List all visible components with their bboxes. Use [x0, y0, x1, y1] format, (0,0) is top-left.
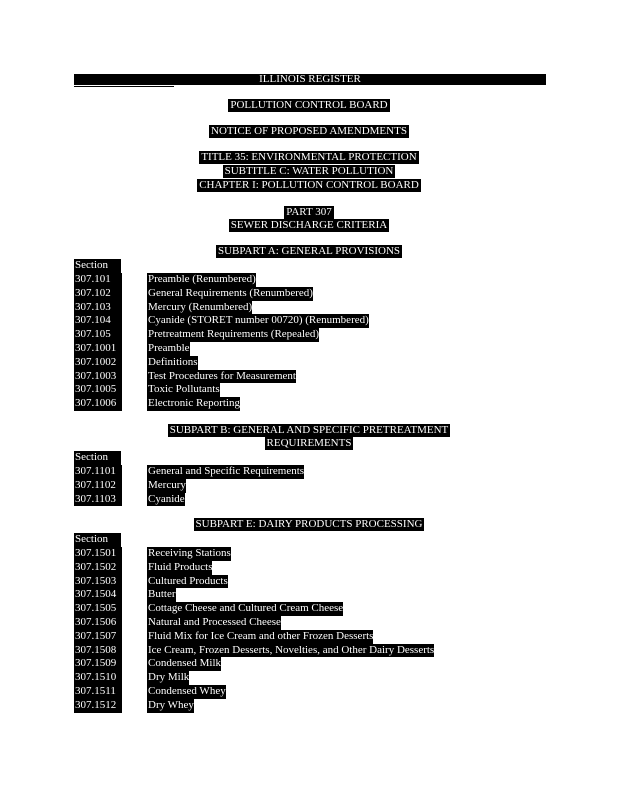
part-name-line [0, 219, 618, 232]
part-number-line [0, 206, 618, 219]
section-title: Electronic Reporting [148, 397, 240, 410]
section-title: Cultured Products [148, 574, 228, 587]
section-title: General Requirements (Renumbered) [148, 286, 313, 299]
section-number: 307.1512 [74, 699, 122, 713]
title-text: TITLE 35: ENVIRONMENTAL PROTECTION [201, 151, 417, 163]
subpart-b-heading-line-1 [0, 424, 618, 437]
section-number: 307.1005 [74, 383, 122, 397]
section-title: Preamble [148, 342, 190, 354]
subpart-e-heading: SUBPART E: DAIRY PRODUCTS PROCESSING [195, 518, 423, 530]
section-number: 307.103 [74, 301, 122, 315]
subpart-b-heading-2: REQUIREMENTS [266, 437, 352, 449]
section-number: 307.1510 [74, 671, 122, 685]
section-number: 307.1101 [74, 465, 122, 479]
section-title: Cottage Cheese and Cultured Cream Cheese [148, 602, 344, 615]
section-number: 307.1003 [74, 370, 122, 384]
section-number: 307.1502 [74, 561, 122, 575]
subpart-e-heading-line [0, 518, 618, 531]
section-number: 307.1506 [74, 616, 122, 630]
section-number: 307.1511 [74, 685, 122, 699]
section-number: 307.1102 [74, 479, 122, 493]
section-number: 307.1006 [74, 397, 122, 411]
title-line [0, 151, 618, 164]
register-header [74, 74, 546, 85]
section-title: Mercury (Renumbered) [148, 300, 253, 313]
part-name: SEWER DISCHARGE CRITERIA [230, 219, 388, 231]
section-title: Pretreatment Requirements (Repealed) [148, 328, 320, 341]
section-title: Butter [148, 588, 176, 601]
subtitle-text: SUBTITLE C: WATER POLLUTION [224, 165, 394, 177]
subtitle-line [0, 165, 618, 178]
section-number: 307.104 [74, 314, 122, 328]
subpart-b-heading-line-2 [0, 437, 618, 450]
section-title: General and Specific Requirements [148, 465, 305, 477]
section-title: Dry Milk [148, 671, 190, 684]
section-title: Definitions [148, 355, 198, 368]
section-number: 307.1503 [74, 575, 122, 589]
part-number: PART 307 [286, 206, 332, 218]
board-name: POLLUTION CONTROL BOARD [230, 99, 388, 111]
section-title: Toxic Pollutants [148, 383, 220, 396]
section-label: Section [74, 259, 121, 273]
header-underline [74, 86, 174, 87]
section-title: Fluid Mix for Ice Cream and other Frozen Desserts [148, 629, 374, 642]
section-number: 307.105 [74, 328, 122, 342]
section-title: Cyanide [148, 492, 185, 505]
subpart-a-heading-line [0, 245, 618, 258]
section-title: Receiving Stations [148, 547, 231, 559]
section-title: Condensed Milk [148, 657, 222, 670]
section-number: 307.1507 [74, 630, 122, 644]
section-number: 307.1002 [74, 356, 122, 370]
subpart-a-heading: SUBPART A: GENERAL PROVISIONS [218, 245, 400, 257]
section-title: Mercury [148, 478, 186, 491]
section-number: 307.1501 [74, 547, 122, 561]
section-number: 307.1505 [74, 602, 122, 616]
subpart-b-heading-1: SUBPART B: GENERAL AND SPECIFIC PRETREATMENT [169, 424, 449, 436]
section-title: Test Procedures for Measurement [148, 369, 296, 382]
section-number: 307.1001 [74, 342, 122, 356]
section-number: 307.1504 [74, 588, 122, 602]
section-title: Dry Whey [148, 698, 194, 711]
section-number: 307.1508 [74, 644, 122, 658]
section-label: Section [74, 533, 121, 547]
section-title: Condensed Whey [148, 685, 226, 697]
section-label: Section [74, 451, 121, 465]
section-number: 307.101 [74, 273, 122, 287]
section-number: 307.102 [74, 287, 122, 301]
chapter-text: CHAPTER I: POLLUTION CONTROL BOARD [199, 179, 419, 191]
section-title: Fluid Products [148, 560, 213, 573]
section-number: 307.1509 [74, 657, 122, 671]
notice-line [0, 125, 618, 138]
section-title: Ice Cream, Frozen Desserts, Novelties, and Other Dairy Desserts [148, 643, 435, 656]
chapter-line [0, 179, 618, 192]
section-title: Cyanide (STORET number 00720) (Renumbered) [148, 314, 369, 327]
section-number: 307.1103 [74, 493, 122, 507]
notice-title: NOTICE OF PROPOSED AMENDMENTS [211, 125, 407, 137]
board-line [0, 99, 618, 112]
section-title: Natural and Processed Cheese [148, 616, 281, 628]
section-title: Preamble (Renumbered) [148, 273, 256, 285]
register-title: ILLINOIS REGISTER [259, 73, 361, 85]
